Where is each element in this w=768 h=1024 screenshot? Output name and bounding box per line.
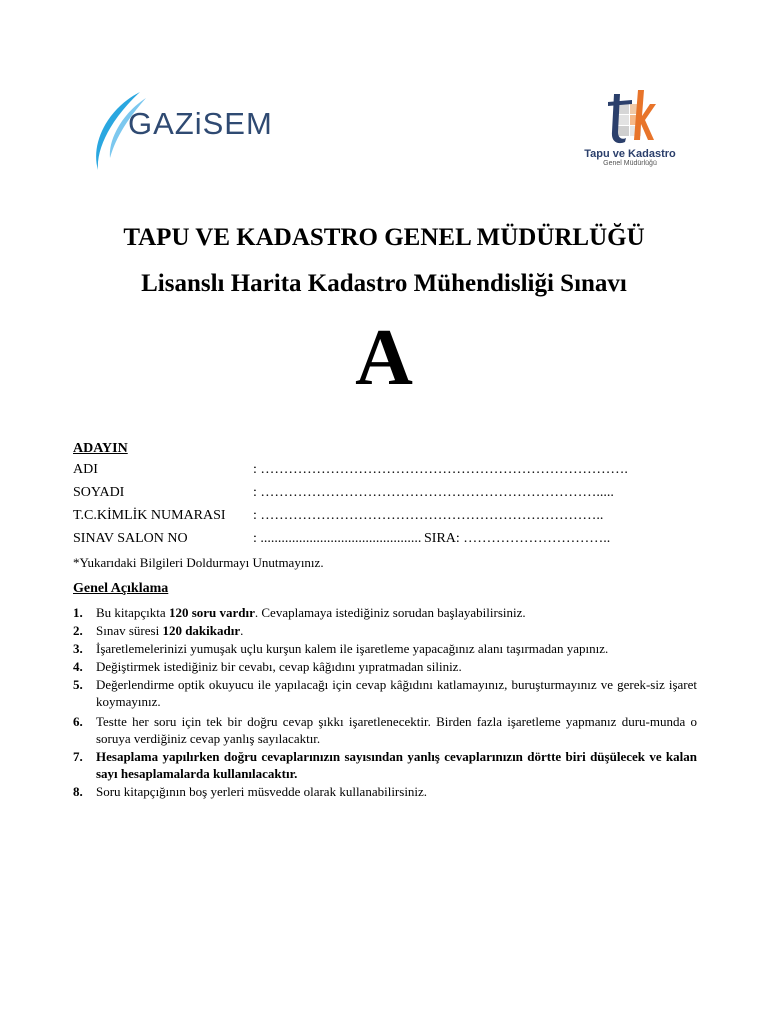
field-label: SOYADI	[73, 485, 125, 500]
item-number: 2.	[73, 623, 83, 638]
item-number: 4.	[73, 659, 83, 674]
tk-emblem-icon	[606, 88, 656, 146]
name-field[interactable]: : …………………………………………………………………….	[253, 462, 628, 477]
field-row-exam-room	[73, 531, 713, 554]
field-row-surname	[73, 485, 713, 508]
item-text: İşaretlemelerinizi yumuşak uçlu kurşun kalem ile işaretleme yapacağınız alanı taşırmadan yapınız.	[96, 641, 609, 656]
list-item	[73, 604, 697, 621]
item-text: Bu kitapçıkta 120 soru vardır. Cevaplamaya istediğiniz sorudan başlayabilirsiniz.	[96, 605, 526, 620]
surname-field[interactable]: : ……………………………………………………………….....	[253, 485, 614, 500]
gazisem-logo	[90, 88, 290, 174]
item-number: 7.	[73, 749, 83, 764]
exam-title: Lisanslı Harita Kadastro Mühendisliği Sınavı	[141, 270, 627, 297]
list-item	[73, 622, 697, 639]
list-item	[73, 748, 697, 782]
list-item	[73, 713, 697, 747]
field-label: T.C.KİMLİK NUMARASI	[73, 508, 226, 523]
item-number: 1.	[73, 605, 83, 620]
item-number: 8.	[73, 784, 83, 799]
item-text: Testte her soru için tek bir doğru cevap şıkkı işaretlenecektir. Birden fazla işaretleme yapmanız duru-munda o soruya verdiğiniz cevap yanlış sayılacaktır.	[96, 714, 697, 746]
list-item	[73, 783, 697, 800]
item-text: Sınav süresi 120 dakikadır.	[96, 623, 244, 638]
item-text: Değerlendirme optik okuyucu ile yapılacağı için cevap kâğıdını katlamayınız, buruşturmayınız ve gerek-siz işaret koymayınız.	[96, 677, 697, 709]
tk-logo-subtitle: Genel Müdürlüğü	[603, 160, 657, 167]
item-text: Hesaplama yapılırken doğru cevaplarınızın sayısından yanlış cevaplarınızın dörtte biri düşülecek ve kalan sayı hesaplamalarda kullanılacaktır.	[96, 749, 697, 781]
id-number-field[interactable]: : ………………………………………………………………..	[253, 508, 604, 523]
list-item	[73, 658, 697, 675]
item-number: 3.	[73, 641, 83, 656]
field-row-id-number	[73, 508, 713, 531]
candidate-heading: ADAYIN	[73, 441, 128, 456]
tapu-kadastro-logo	[580, 88, 680, 174]
item-number: 5.	[73, 677, 83, 692]
gazisem-logo-text: GAZiSEM	[128, 106, 273, 141]
institution-title: TAPU VE KADASTRO GENEL MÜDÜRLÜĞÜ	[123, 224, 645, 251]
instructions-heading: Genel Açıklama	[73, 581, 169, 596]
tk-logo-name: Tapu ve Kadastro	[584, 148, 676, 160]
item-text: Değiştirmek istediğiniz bir cevabı, cevap kâğıdını yıpratmadan siliniz.	[96, 659, 462, 674]
seat-number-field[interactable]: SIRA: …………………………..	[424, 531, 611, 546]
field-row-name	[73, 462, 713, 485]
field-label: ADI	[73, 462, 98, 477]
candidate-info-section	[73, 441, 713, 571]
exam-room-field[interactable]: : ..............................................	[253, 531, 422, 546]
item-number: 6.	[73, 714, 83, 729]
general-instructions	[73, 581, 697, 801]
fill-reminder-note: *Yukarıdaki Bilgileri Doldurmayı Unutmayınız.	[73, 555, 324, 570]
list-item	[73, 676, 697, 710]
booklet-type-letter: A	[355, 314, 413, 402]
list-item	[73, 640, 697, 657]
item-text: Soru kitapçığının boş yerleri müsvedde olarak kullanabilirsiniz.	[96, 784, 428, 799]
field-label: SINAV SALON NO	[73, 531, 188, 546]
